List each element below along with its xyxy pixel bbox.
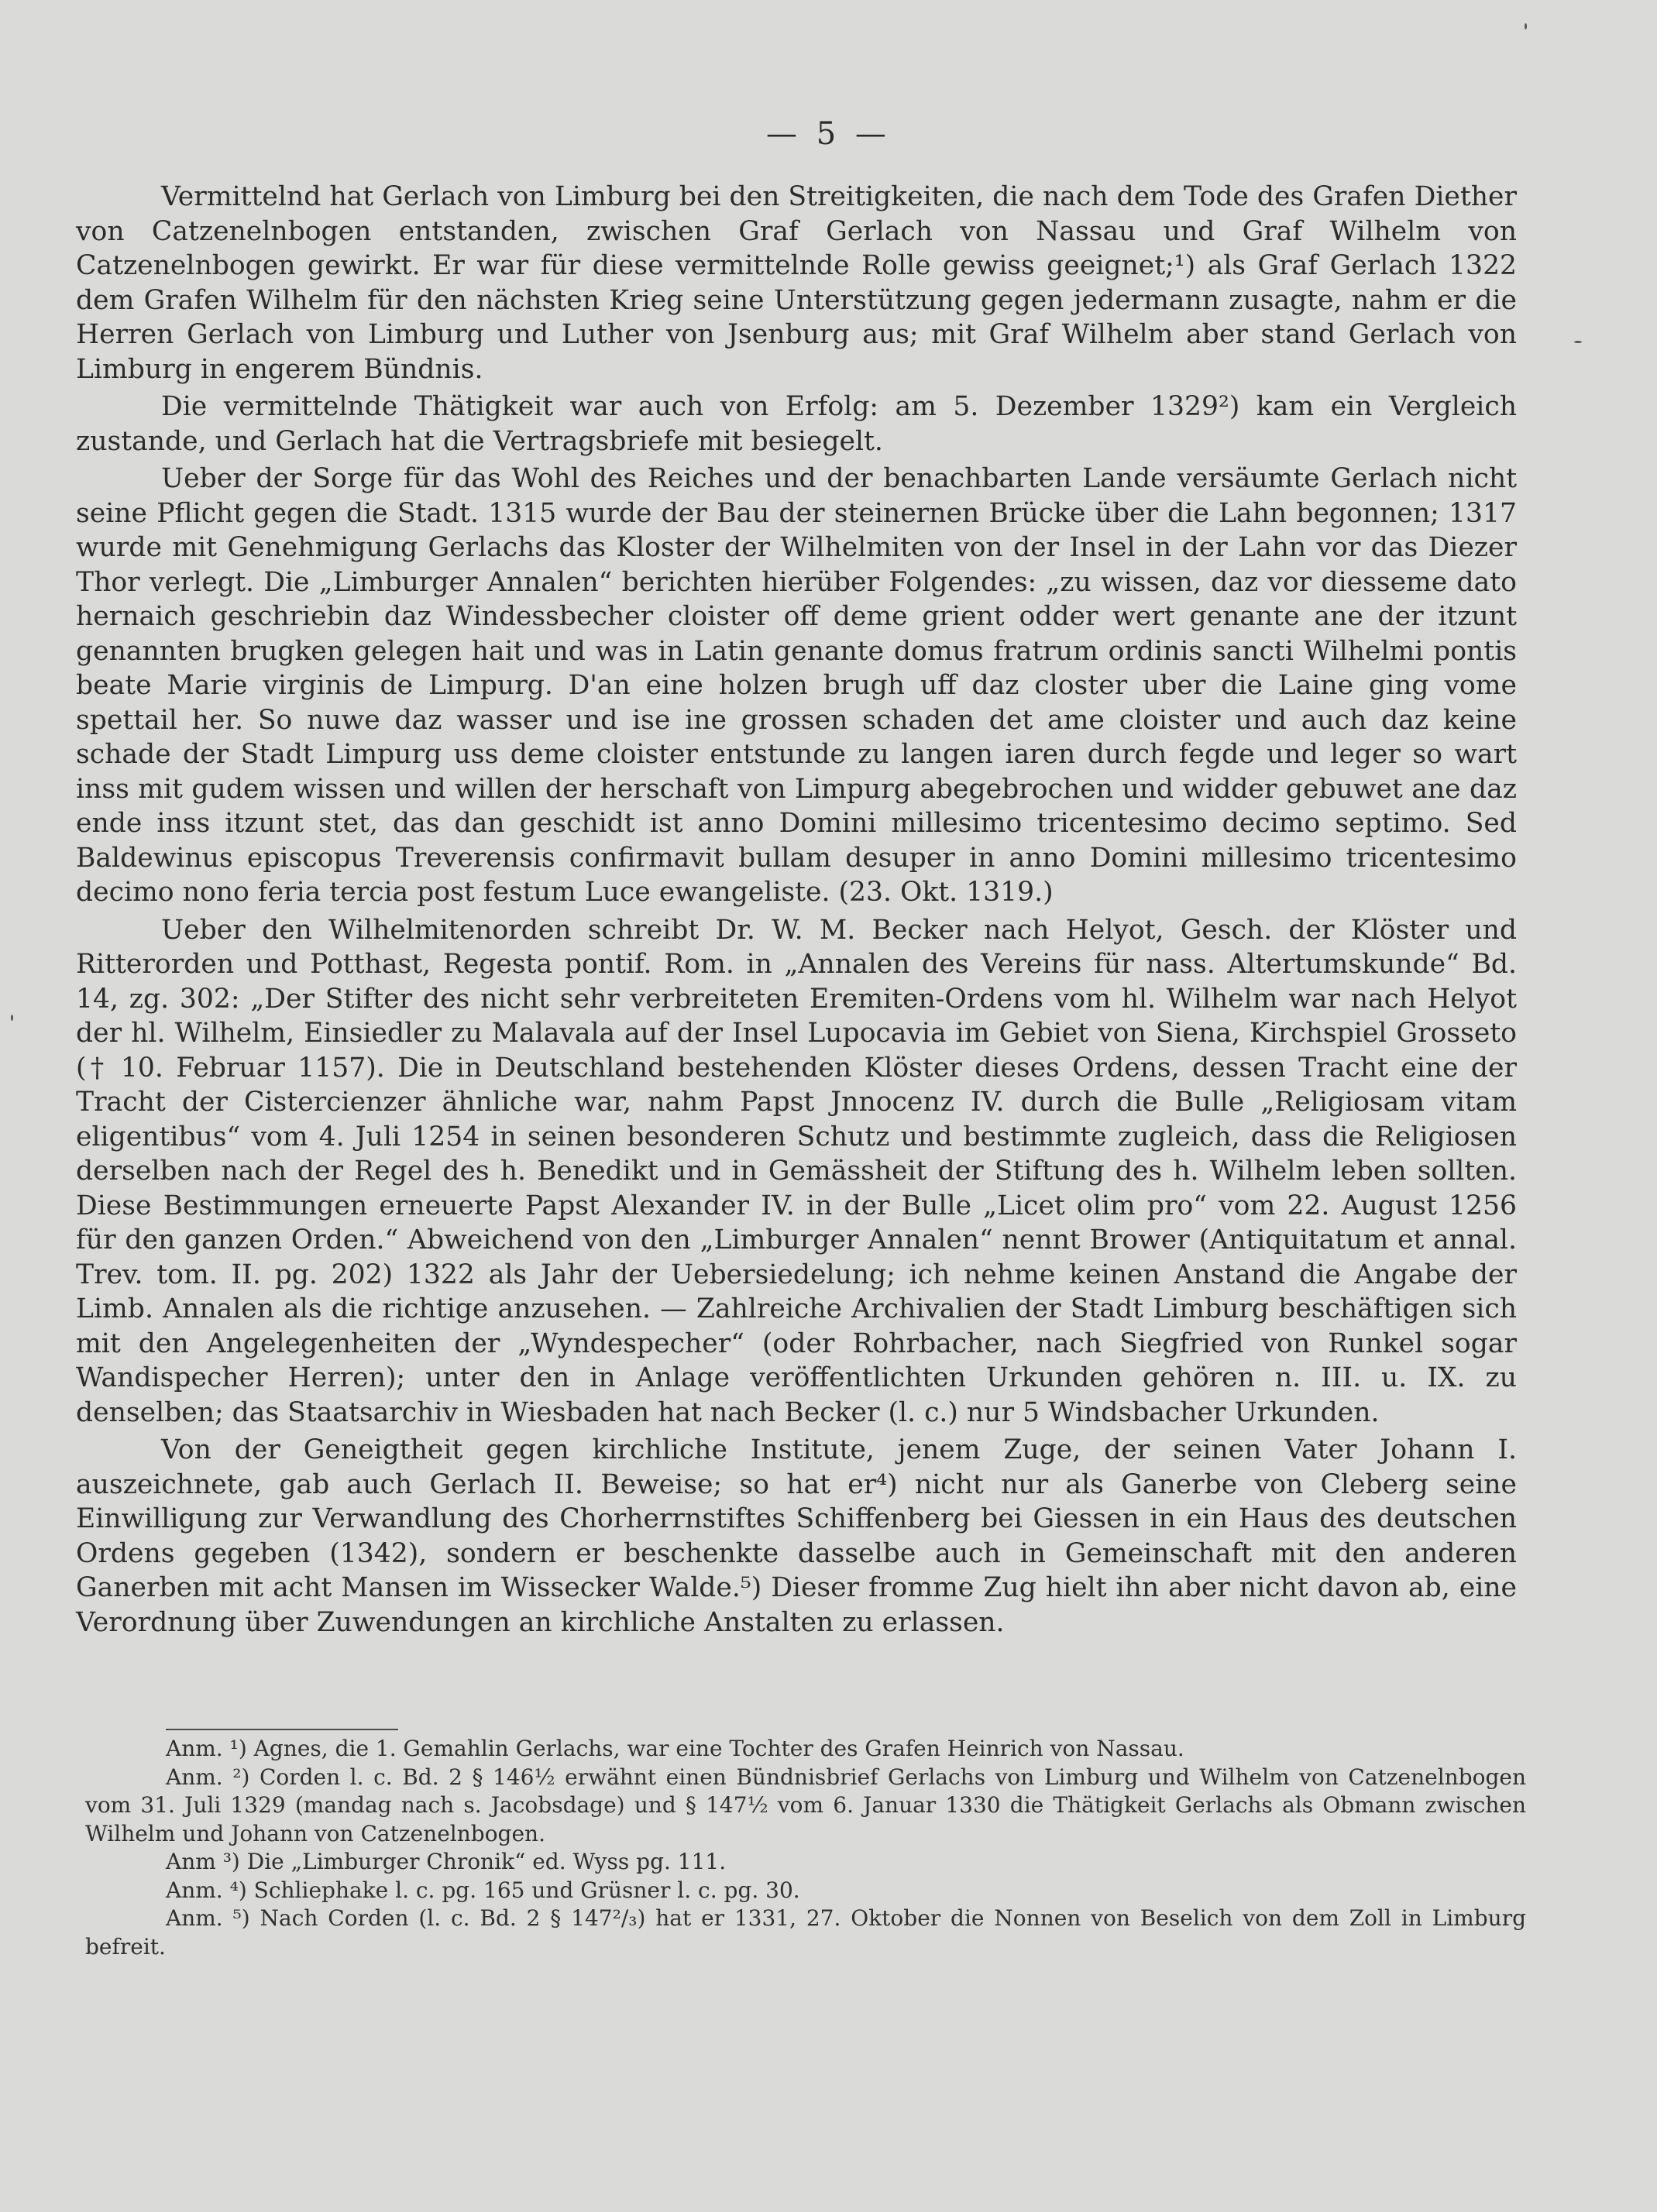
- scan-speck: [11, 1015, 13, 1021]
- footnote-divider: [166, 1729, 398, 1730]
- footnote-2: Anm. ²) Corden l. c. Bd. 2 § 146½ erwähnt einen Bündnisbrief Gerlachs von Limburg und Wilhelm von Catzenelnbogen vom 31. Juli 1329 (mandag nach s. Jacobsdage) und § 147½ vom 6. Januar 1330 die Thätigkeit Gerlachs als Obmann zwischen Wilhelm und Johann von Catzenelnbogen.: [85, 1764, 1526, 1846]
- footnote-1: Anm. ¹) Agnes, die 1. Gemahlin Gerlachs, war eine Tochter des Grafen Heinrich von Nassau.: [166, 1736, 1184, 1761]
- paragraph-success: Die vermittelnde Thätigkeit war auch von Erfolg: am 5. Dezember 1329²) kam ein Vergleich zustande, und Gerlach hat die Vertragsbriefe mit besiegelt.: [76, 391, 1517, 457]
- body-text: [76, 180, 1517, 1640]
- paragraph-church-institutes: Von der Geneigtheit gegen kirchliche Institute, jenem Zuge, der seinen Vater Johann I. auszeichnete, gab auch Gerlach II. Beweise; so hat er⁴) nicht nur als Ganerbe von Cleberg seine Einwilligung zur Verwandlung des Chorherrnstiftes Schiffenberg bei Giessen in ein Haus des deutschen Ordens gegeben (1342), sondern er beschenkte dasselbe auch in Gemeinschaft mit den anderen Ganerben mit acht Mansen im Wissecker Walde.⁵) Dieser fromme Zug hielt ihn aber nicht davon ab, eine Verordnung über Zuwendungen an kirchliche Anstalten zu erlassen.: [76, 1434, 1517, 1638]
- scan-speck: [1525, 23, 1527, 29]
- paragraph-mediation: Vermittelnd hat Gerlach von Limburg bei den Streitigkeiten, die nach dem Tode des Grafen Diether von Catzenelnbogen entstanden, zwischen Graf Gerlach von Nassau und Graf Wilhelm von Catzenelnbogen gewirkt. Er war für diese vermittelnde Rolle gewiss geeignet;¹) als Graf Gerlach 1322 dem Grafen Wilhelm für den nächsten Krieg seine Unterstützung gegen jedermann zusagte, nahm er die Herren Gerlach von Limburg und Luther von Jsenburg aus; mit Graf Wilhelm aber stand Gerlach von Limburg in engerem Bündnis.: [76, 181, 1517, 385]
- scan-speck: [1574, 341, 1582, 343]
- footnote-4: Anm. ⁴) Schliephake l. c. pg. 165 und Grüsner l. c. pg. 30.: [166, 1877, 800, 1903]
- footnote-3: Anm ³) Die „Limburger Chronik“ ed. Wyss pg. 111.: [166, 1849, 727, 1874]
- paragraph-city-duties: Ueber der Sorge für das Wohl des Reiches und der benachbarten Lande versäumte Gerlach nicht seine Pflicht gegen die Stadt. 1315 wurde der Bau der steinernen Brücke über die Lahn begonnen; 1317 wurde mit Genehmigung Gerlachs das Kloster der Wilhelmiten von der Insel in der Lahn vor das Diezer Thor verlegt. Die „Limburger Annalen“ berichten hierüber Folgendes: „zu wissen, daz vor diesseme dato hernaich geschriebin daz Windessbecher cloister off deme grient odder wert genante ane der itzunt genannten brugken gelegen hait und was in Latin genante domus fratrum ordinis sancti Wilhelmi pontis beate Marie virginis de Limpurg. D'an eine holzen brugh uff daz closter uber die Laine ging vome spettail her. So nuwe daz wasser und ise ine grossen schaden det ame cloister und auch daz keine schade der Stadt Limpurg uss deme cloister entstunde zu langen iaren durch fegde und leger so wart inss mit gudem wissen und willen der herschaft von Limpurg abegebrochen und widder gebuwet ane daz ende inss itzunt stet, das dan geschidt ist anno Domini millesimo tricentesimo decimo septimo. Sed Baldewinus episcopus Treverensis confirmavit bullam desuper in anno Domini millesimo tricentesimo decimo nono feria tercia post festum Luce ewangeliste. (23. Okt. 1319.): [76, 463, 1517, 908]
- paragraph-wilhelmite-order: Ueber den Wilhelmitenorden schreibt Dr. W. M. Becker nach Helyot, Gesch. der Klöster und Ritterorden und Potthast, Regesta pontif. Rom. in „Annalen des Vereins für nass. Altertumskunde“ Bd. 14, zg. 302: „Der Stifter des nicht sehr verbreiteten Eremiten-Ordens vom hl. Wilhelm war nach Helyot der hl. Wilhelm, Einsiedler zu Malavala auf der Insel Lupocavia im Gebiet von Siena, Kirchspiel Grosseto († 10. Februar 1157). Die in Deutschland bestehenden Klöster dieses Ordens, dessen Tracht eine der Tracht der Cistercienzer ähnliche war, nahm Papst Jnnocenz IV. durch die Bulle „Religiosam vitam eligentibus“ vom 4. Juli 1254 in seinen besonderen Schutz und bestimmte zugleich, dass die Religiosen derselben nach der Regel des h. Benedikt und in Gemässheit der Stiftung des h. Wilhelm leben sollten. Diese Bestimmungen erneuerte Papst Alexander IV. in der Bulle „Licet olim pro“ vom 22. August 1256 für den ganzen Orden.“ Abweichend von den „Limburger Annalen“ nennt Brower (Antiquitatum et annal. Trev. tom. II. pg. 202) 1322 als Jahr der Uebersiedelung; ich nehme keinen Anstand die Angabe der Limb. Annalen als die richtige anzusehen. — Zahlreiche Archivalien der Stadt Limburg beschäftigen sich mit den Angelegenheiten der „Wyndespecher“ (oder Rohrbacher, nach Siegfried von Runkel sogar Wandispecher Herren); unter den in Anlage veröffentlichten Urkunden gehören n. III. u. IX. zu denselben; das Staatsarchiv in Wiesbaden hat nach Becker (l. c.) nur 5 Windsbacher Urkunden.: [76, 914, 1517, 1428]
- footnote-5: Anm. ⁵) Nach Corden (l. c. Bd. 2 § 147²/₃) hat er 1331, 27. Oktober die Nonnen von Beselich von dem Zoll in Limburg befreit.: [85, 1905, 1526, 1960]
- page-number: — 5 —: [766, 116, 891, 152]
- footnotes: [85, 1735, 1526, 1961]
